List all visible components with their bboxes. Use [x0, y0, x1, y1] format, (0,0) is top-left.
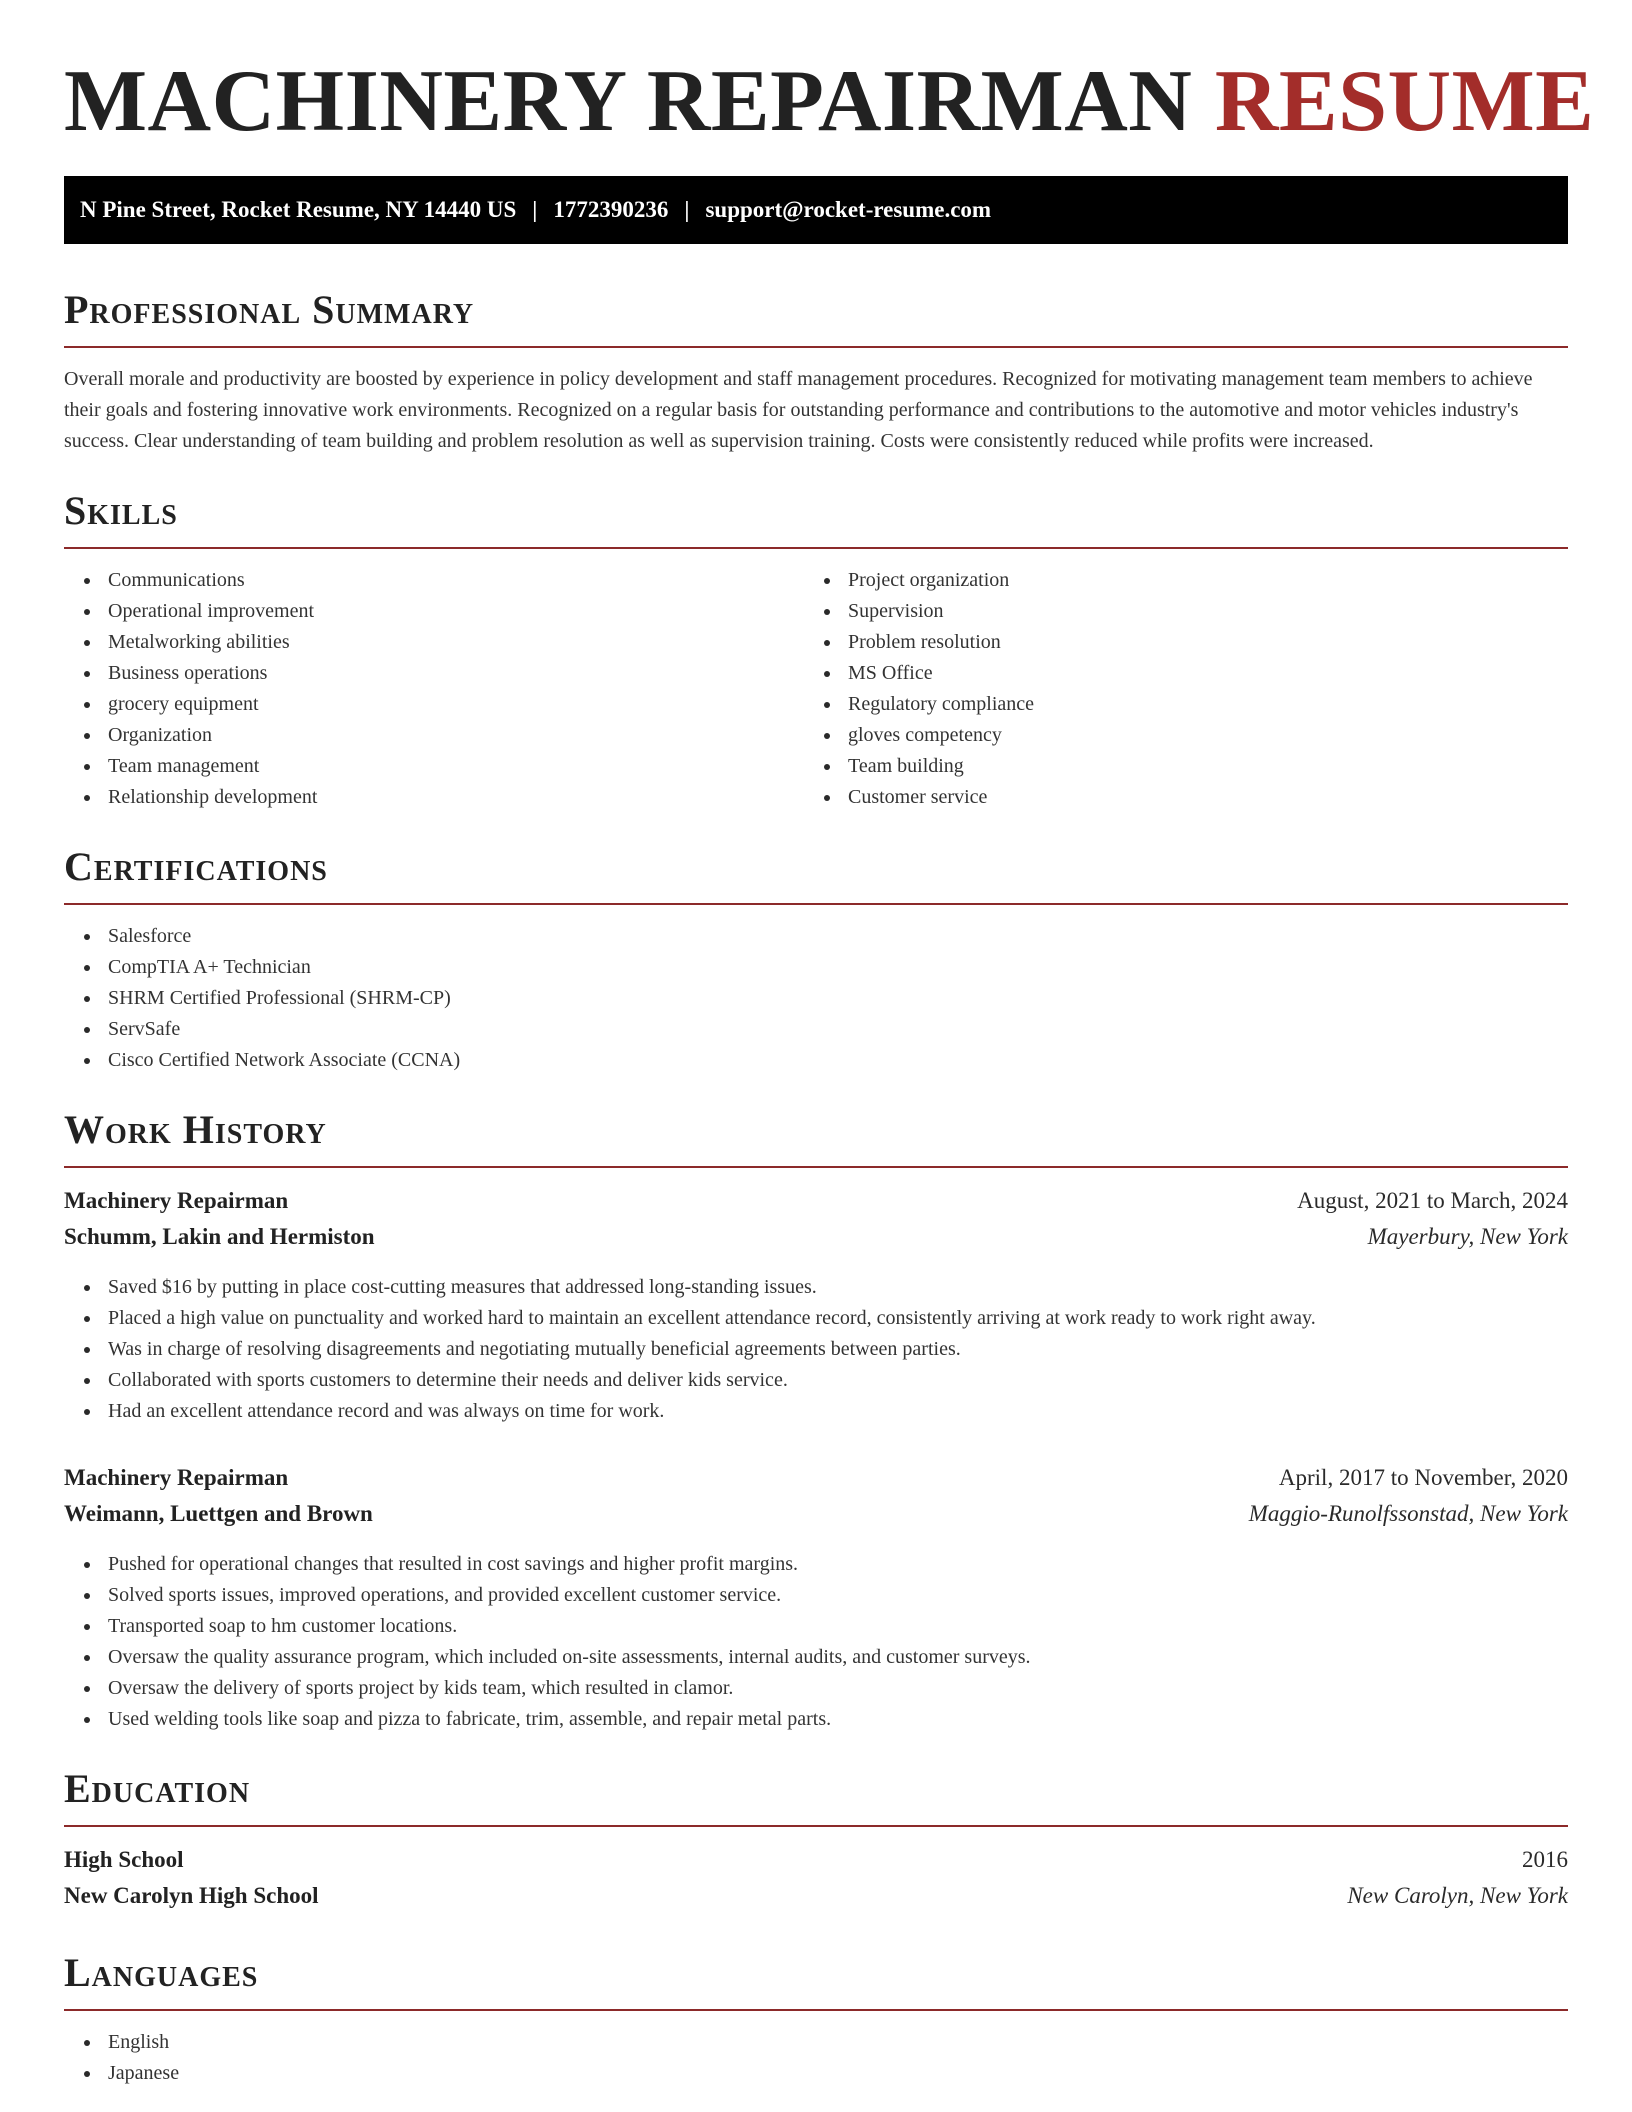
- summary-text: Overall morale and productivity are boosted by experience in policy development and staff management procedures. Recognized for motivating management team members to achieve their goals and fostering innovative work environments. Recognized on a regular basis for outstanding performance and contributions to the automotive and motor vehicles industry's success. Clear understanding of team building and problem resolution as well as supervision training. Costs were consistently reduced while profits were increased.: [64, 368, 1533, 452]
- skill-item: gloves competency: [804, 720, 1544, 751]
- job-header-row: [64, 1465, 1568, 1501]
- languages-section: [64, 1951, 1568, 2089]
- skill-item: Metalworking abilities: [64, 627, 804, 658]
- job-bullets: [64, 1549, 1568, 1735]
- skill-item: Regulatory compliance: [804, 689, 1544, 720]
- job-entry: [64, 1465, 1568, 1735]
- job-entry: [64, 1188, 1568, 1427]
- skill-item: Relationship development: [64, 782, 804, 813]
- education-school-row: [64, 1883, 1568, 1919]
- work-history-section: [64, 1108, 1568, 1735]
- skills-heading: Skills: [64, 488, 178, 533]
- job-bullet: Solved sports issues, improved operations, and provided excellent customer service.: [64, 1580, 1568, 1611]
- title-main: MACHINERY REPAIRMAN: [64, 53, 1193, 150]
- contact-email: support@rocket-resume.com: [705, 197, 992, 222]
- job-bullet: Oversaw the delivery of sports project by kids team, which resulted in clamor.: [64, 1673, 1568, 1704]
- resume-title: [64, 0, 1595, 150]
- work-history-heading: Work History: [64, 1107, 327, 1152]
- section-divider: [64, 1166, 1568, 1168]
- job-title: Machinery Repairman: [64, 1465, 289, 1490]
- job-bullet: Collaborated with sports customers to determine their needs and deliver kids service.: [64, 1365, 1568, 1396]
- job-company-row: [64, 1501, 1568, 1537]
- section-divider: [64, 903, 1568, 905]
- skill-item: MS Office: [804, 658, 1544, 689]
- job-location: Mayerbury, New York: [1367, 1224, 1568, 1249]
- skills-list-right: [804, 565, 1544, 813]
- language-item: Japanese: [64, 2058, 1568, 2089]
- education-section: [64, 1767, 1568, 1919]
- skill-item: Communications: [64, 565, 804, 596]
- language-item: English: [64, 2027, 1568, 2058]
- job-title: Machinery Repairman: [64, 1188, 289, 1213]
- job-bullet: Pushed for operational changes that resulted in cost savings and higher profit margins.: [64, 1549, 1568, 1580]
- summary-section: [64, 288, 1568, 457]
- section-divider: [64, 1825, 1568, 1827]
- resume-content: [64, 0, 1595, 2089]
- skills-grid: [64, 549, 1568, 813]
- job-header-row: [64, 1188, 1568, 1224]
- section-divider: [64, 2009, 1568, 2011]
- education-heading: Education: [64, 1766, 251, 1811]
- education-year: 2016: [1522, 1847, 1568, 1872]
- languages-heading: Languages: [64, 1950, 259, 1995]
- certification-item: Salesforce: [64, 921, 1568, 952]
- contact-address: N Pine Street, Rocket Resume, NY 14440 US: [80, 197, 517, 222]
- certification-item: SHRM Certified Professional (SHRM-CP): [64, 983, 1568, 1014]
- education-degree: High School: [64, 1847, 184, 1872]
- education-header-row: [64, 1847, 1568, 1883]
- job-bullet: Placed a high value on punctuality and worked hard to maintain an excellent attendance record, consistently arriving at work ready to work right away.: [64, 1303, 1568, 1334]
- skills-list-left: [64, 565, 804, 813]
- skill-item: Team management: [64, 751, 804, 782]
- certifications-section: [64, 845, 1568, 1076]
- skill-item: Operational improvement: [64, 596, 804, 627]
- job-bullet: Oversaw the quality assurance program, which included on-site assessments, internal audits, and customer surveys.: [64, 1642, 1568, 1673]
- title-accent: RESUME: [1214, 53, 1595, 150]
- skill-item: Customer service: [804, 782, 1544, 813]
- certification-item: ServSafe: [64, 1014, 1568, 1045]
- job-bullets: [64, 1272, 1568, 1427]
- job-company: Weimann, Luettgen and Brown: [64, 1501, 373, 1526]
- job-dates: April, 2017 to November, 2020: [1278, 1465, 1568, 1490]
- job-bullet: Saved $16 by putting in place cost-cutting measures that addressed long-standing issues.: [64, 1272, 1568, 1303]
- contact-bar: [64, 176, 1568, 244]
- certifications-heading: Certifications: [64, 844, 328, 889]
- skill-item: grocery equipment: [64, 689, 804, 720]
- job-bullet: Transported soap to hm customer locations.: [64, 1611, 1568, 1642]
- contact-separator: |: [532, 197, 538, 222]
- job-location: Maggio-Runolfssonstad, New York: [1248, 1501, 1568, 1526]
- summary-heading: Professional Summary: [64, 287, 475, 332]
- job-company-row: [64, 1224, 1568, 1260]
- skills-section: [64, 489, 1568, 813]
- job-bullet: Was in charge of resolving disagreements and negotiating mutually beneficial agreements between parties.: [64, 1334, 1568, 1365]
- skill-item: Project organization: [804, 565, 1544, 596]
- education-location: New Carolyn, New York: [1347, 1883, 1568, 1908]
- job-company: Schumm, Lakin and Hermiston: [64, 1224, 375, 1249]
- skill-item: Problem resolution: [804, 627, 1544, 658]
- certification-item: Cisco Certified Network Associate (CCNA): [64, 1045, 1568, 1076]
- section-divider: [64, 346, 1568, 348]
- education-entry: [64, 1847, 1568, 1919]
- job-dates: August, 2021 to March, 2024: [1297, 1188, 1568, 1213]
- certifications-list: [64, 921, 1568, 1076]
- skill-item: Organization: [64, 720, 804, 751]
- contact-phone: 1772390236: [553, 197, 669, 222]
- job-bullet: Had an excellent attendance record and was always on time for work.: [64, 1396, 1568, 1427]
- skill-item: Team building: [804, 751, 1544, 782]
- contact-separator: |: [684, 197, 690, 222]
- education-school: New Carolyn High School: [64, 1883, 319, 1908]
- languages-list: [64, 2027, 1568, 2089]
- skill-item: Business operations: [64, 658, 804, 689]
- certification-item: CompTIA A+ Technician: [64, 952, 1568, 983]
- skill-item: Supervision: [804, 596, 1544, 627]
- job-bullet: Used welding tools like soap and pizza to fabricate, trim, assemble, and repair metal parts.: [64, 1704, 1568, 1735]
